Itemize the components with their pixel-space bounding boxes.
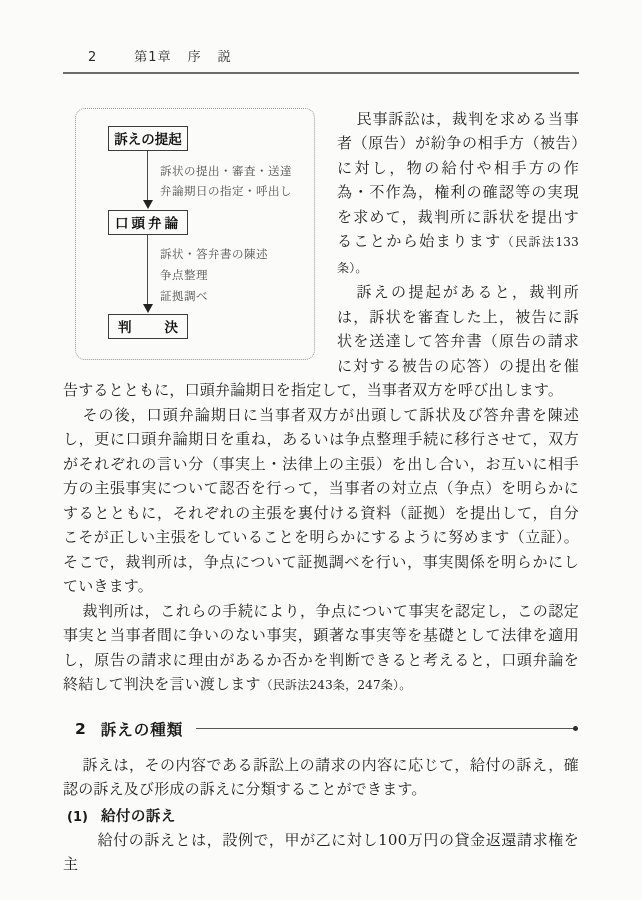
heading-rule: [196, 728, 578, 729]
subsection-title: 給付の訴え: [100, 808, 176, 825]
section-2-intro: 訴えは，その内容である訴訟上の請求の内容に応じて，給付の訴え，確認の訴え及び形成の訴えに分類することができます。: [63, 755, 579, 798]
chapter-label: 第1章: [134, 50, 172, 65]
section-2-heading: [75, 718, 579, 740]
flow-arrow-line-1: [147, 151, 148, 201]
paragraph-2: 訴えの提起があると，裁判所は，訴状を審査した上，被告に訴状を送達して答弁書（原告の請求に対する被告の応答）の提出を催告するとともに，口頭弁論期日を指定して，当事者双方を呼び出します。: [63, 283, 579, 399]
paragraph-1-text: 民事訴訟は，裁判を求める当事者（原告）が紛争の相手方（被告）に対し，物の給付や相手方の作為・不作為，権利の確認等の実現を求めて，裁判所に訴状を提出することから始まります: [337, 109, 579, 250]
flow-box-oral-argument: 口頭弁論: [108, 210, 188, 235]
flow-step2-label-2: 争点整理: [160, 267, 208, 282]
flow-step2-label-3: 証拠調べ: [160, 288, 208, 303]
procedure-flowchart: [75, 108, 315, 360]
arrow-down-icon: [143, 304, 153, 313]
subsection-1-paragraph: 給付の訴えとは，設例で，甲が乙に対し100万円の貸金返還請求権を主: [63, 830, 579, 873]
flow-step2-label-1: 訴状・答弁書の陳述: [160, 246, 268, 261]
statute-citation: （民訴法243条，247条）。: [260, 678, 412, 692]
subsection-number: (1): [67, 809, 88, 825]
flow-arrow-line-2: [147, 235, 148, 305]
section-number: 2: [75, 719, 87, 738]
arrow-down-icon: [143, 200, 153, 209]
subsection-1-heading: [67, 805, 579, 826]
flow-box-filing: 訴えの提起: [108, 126, 188, 151]
statute-citation: （民訴法133条）。: [337, 235, 579, 275]
judgment-char-left: 判: [118, 320, 132, 336]
flow-step1-label-2: 弁論期日の指定・呼出し: [160, 183, 292, 198]
flow-step1-label-1: 訴状の提出・審査・送達: [160, 163, 292, 178]
chapter-title: 序 説: [187, 50, 233, 65]
page-header: [63, 0, 579, 65]
page-number: 2: [88, 50, 97, 65]
section-title: 訴えの種類: [100, 720, 184, 739]
paragraph-4: [63, 599, 579, 698]
paragraph-4-text: 裁判所は，これらの手続により，争点について事実を認定し，この認定事実と当事者間に争いのない事実，顕著な事実等を基礎として法律を適用し，原告の請求に理由があるか否かを判断できると考えると，口頭弁論を終結して判決を言い渡します: [63, 601, 579, 693]
flow-box-judgment: [108, 314, 188, 339]
header-rule: [63, 72, 579, 74]
section-1-body: [63, 107, 579, 698]
paragraph-3: その後，口頭弁論期日に当事者双方が出頭して訴状及び答弁書を陳述し，更に口頭弁論期日を重ね，あるいは争点整理手続に移行させて，双方がそれぞれの言い分（事実上・法律上の主張）を出し合い，お互いに相手方の主張事実について認否を行って，当事者の対立点（争点）を明らかにするとともに，それぞれの主張を裏付ける資料（証拠）を提出して，自分こそが正しい主張をしていることを明らかにするように努めます（立証）。そこで，裁判所は，争点について証拠調べを行い，事実関係を明らかにしていきます。: [63, 405, 579, 595]
judgment-char-right: 決: [164, 320, 178, 336]
bullet-dot-icon: [573, 726, 578, 731]
